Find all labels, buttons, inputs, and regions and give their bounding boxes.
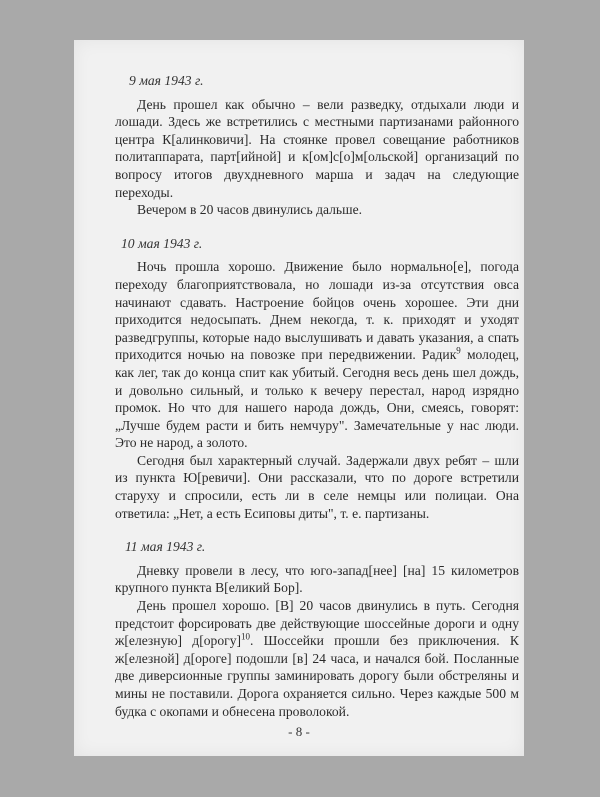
- paragraph: [115, 258, 519, 452]
- paragraph-text: Сегодня был характерный случай. Задержали двух ребят – шли из пункта Ю[ревичи]. Они рассказали, что по дороге встретили старуху и спросили, есть ли в селе немцы или полицаи. Она ответила: „Нет, а есть Есиповы диты", т. е. партизаны.: [115, 452, 519, 521]
- paragraph: [115, 597, 519, 720]
- paragraph: [115, 96, 519, 202]
- entry-date: 9 мая 1943 г.: [129, 73, 204, 88]
- paragraph-text: молодец, как лег, так до конца спит как убитый. Сегодня весь день шел дождь, и довольно сильный, и только к вечеру перестал, народ изрядно промок. Но что для нашего народа дождь, Они, смеясь, говорят: „Лучше будем расти и бить немчуру". Замечательные у нас люди. Это не народ, а золото.: [115, 347, 519, 451]
- diary-entry-10-may: [115, 235, 519, 523]
- entry-date: 11 мая 1943 г.: [125, 539, 206, 555]
- footnote-ref: 9: [456, 345, 461, 356]
- paragraph-text: День прошел хорошо. [В] 20 часов двинулись в путь. Сегодня предстоит форсировать две действующие шоссейные дороги и одну ж[елезную] д[орогу]: [115, 598, 519, 649]
- paragraph-text: . Шоссейки прошли без приключения. К ж[елезной] д[ороге] подошли [в] 24 часа, и начался бой. Посланные две диверсионные группы заминировать дорогу были обстреляны и мины не поставили. Дорога охраняется сильно. Через каждые 500 м будка с окопами и обнесена проволокой.: [115, 633, 519, 719]
- document-page: [74, 40, 524, 756]
- diary-entry-9-may: [115, 72, 519, 219]
- paragraph-text: Ночь прошла хорошо. Движение было нормально[е], погода переходу благоприятствовала, но лошади из-за отсутствия овса начинают сдавать. Настроение бойцов очень хорошее. Эти дни приходится недосыпать. Днем некогда, т. к. приходят и уходят разведгруппы, которые надо выслушивать и давать указания, а спать приходится ночью на повозке при передвижении. Радик: [115, 259, 519, 363]
- footnote-ref: 10: [241, 631, 251, 642]
- page-content: [115, 72, 519, 720]
- paragraph: [115, 452, 519, 522]
- diary-entry-11-may: [115, 538, 519, 720]
- paragraph-text: День прошел как обычно – вели разведку, отдыхали люди и лошади. Здесь же встретились с местными партизанами районного центра К[алинковичи]. На стоянке провел совещание работников политаппарата, парт[ийной] и к[ом]с[о]м[ольской] организаций по вопросу итогов двухдневного марша и задач на следующие переходы.: [115, 96, 519, 200]
- entry-date: 10 мая 1943 г.: [121, 235, 203, 251]
- paragraph-text: Вечером в 20 часов двинулись дальше.: [137, 202, 363, 218]
- paragraph: [115, 562, 519, 597]
- paragraph-text: Дневку провели в лесу, что юго-запад[нее] [на] 15 километров крупного пункта В[еликий Бор].: [115, 562, 519, 596]
- paragraph: [115, 201, 519, 219]
- page-number: - 8 -: [288, 724, 310, 739]
